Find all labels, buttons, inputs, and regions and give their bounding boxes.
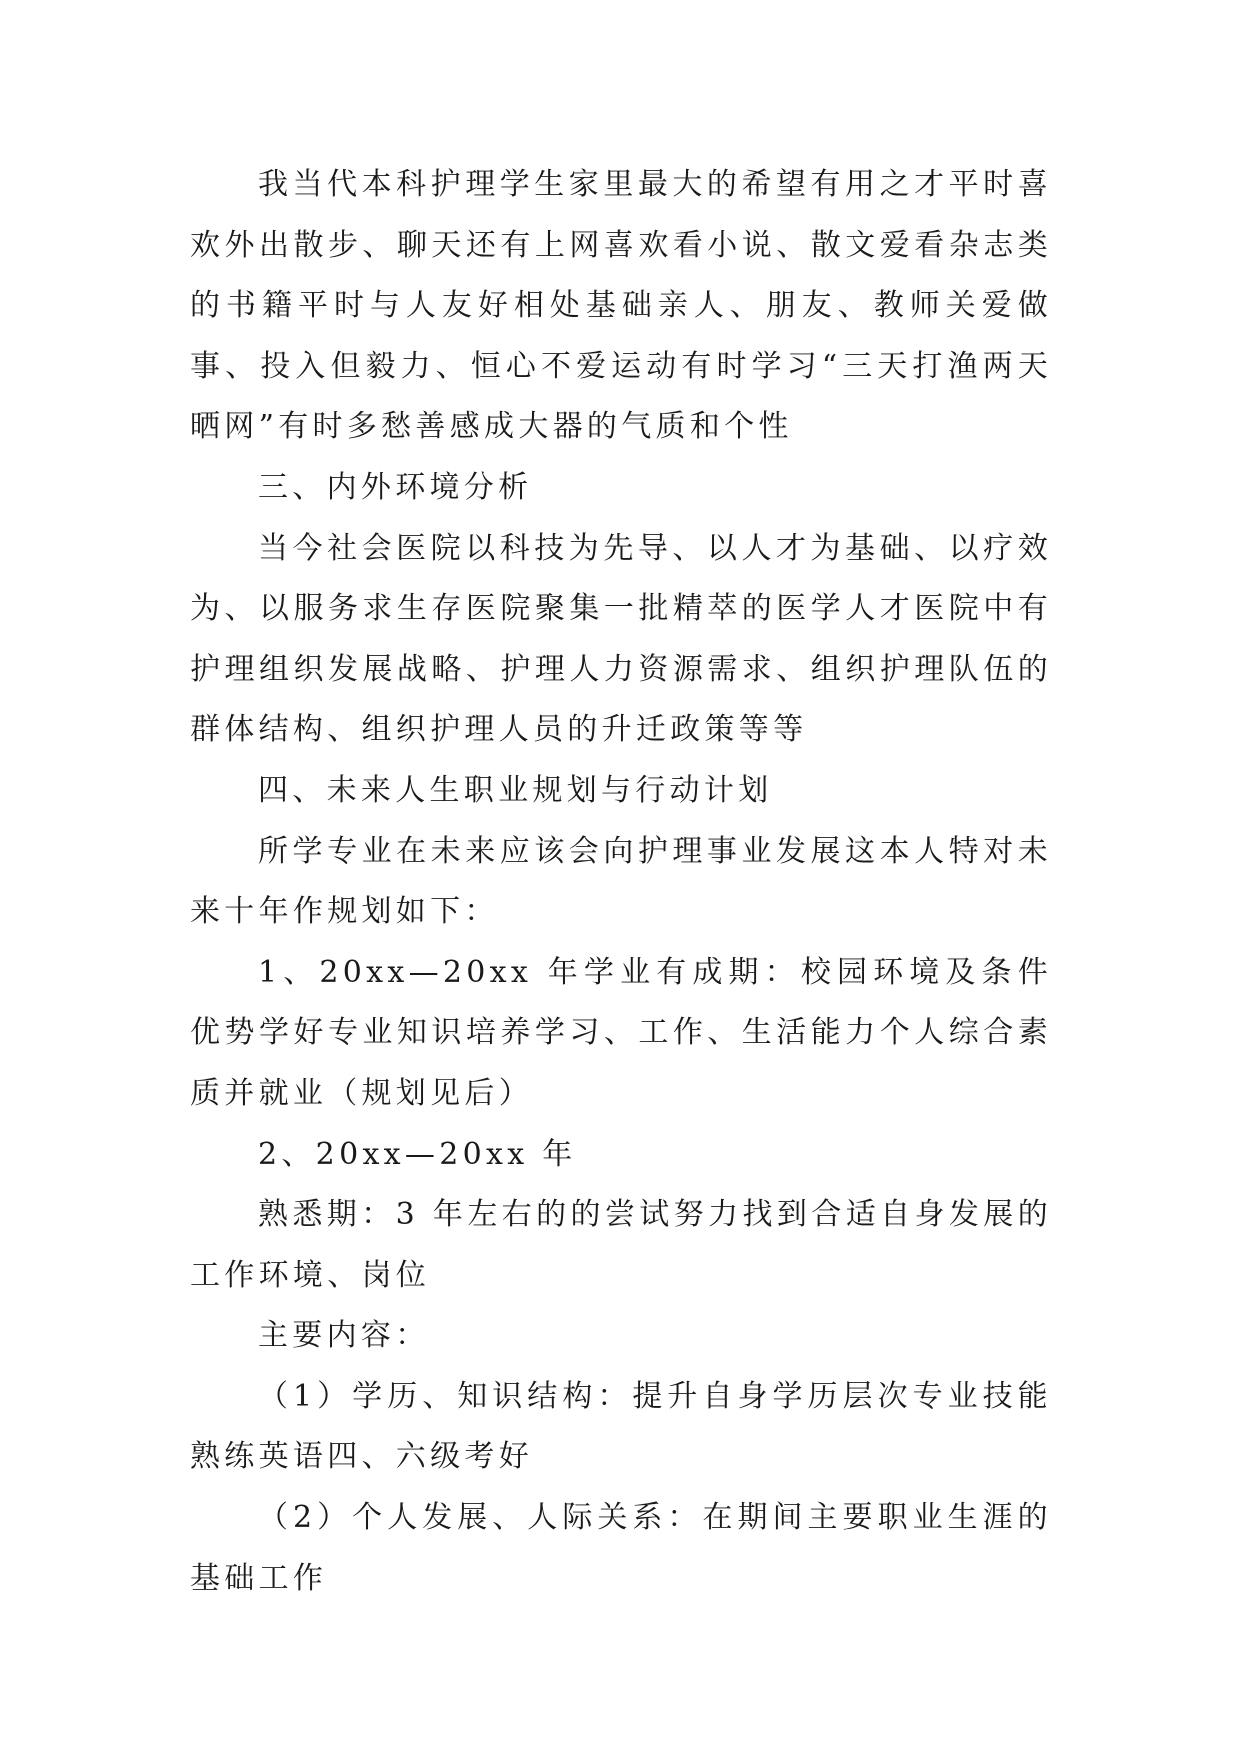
paragraph-education-item: （1）学历、知识结构：提升自身学历层次专业技能熟练英语四、六级考好: [190, 1378, 1052, 1475]
heading-career-plan: 四、未来人生职业规划与行动计划: [258, 772, 773, 808]
paragraph-personal-traits: 我当代本科护理学生家里最大的希望有用之才平时喜欢外出散步、聊天还有上网喜欢看小说、散文爱看杂志类的书籍平时与人友好相处基础亲人、朋友、教师关爱做事、投入但毅力、恒心不爱运动有时学习“三天打渔两天晒网”有时多愁善感成大器的气质和个性: [190, 167, 1052, 445]
document-body: [190, 155, 1052, 1609]
paragraph-stage-one: 1、20xx—20xx 年学业有成期：校园环境及条件优势学好专业知识培养学习、工作、生活能力个人综合素质并就业（规划见后）: [190, 954, 1052, 1111]
paragraph-development-item: （2）个人发展、人际关系：在期间主要职业生涯的基础工作: [190, 1500, 1052, 1596]
paragraph-main-content-label: 主要内容：: [258, 1318, 430, 1354]
paragraph-stage-two: 2、20xx—20xx 年: [258, 1136, 577, 1172]
paragraph-plan-intro: 所学专业在未来应该会向护理事业发展这本人特对未来十年作规划如下：: [190, 833, 1052, 930]
paragraph-environment: 当今社会医院以科技为先导、以人才为基础、以疗效为、以服务求生存医院聚集一批精萃的医学人才医院中有护理组织发展战略、护理人力资源需求、组织护理队伍的群体结构、组织护理人员的升迁政策等等: [190, 530, 1052, 748]
paragraph-familiarization: 熟悉期：3 年左右的的尝试努力找到合适自身发展的工作环境、岗位: [190, 1197, 1052, 1293]
heading-environment-analysis: 三、内外环境分析: [258, 469, 533, 505]
